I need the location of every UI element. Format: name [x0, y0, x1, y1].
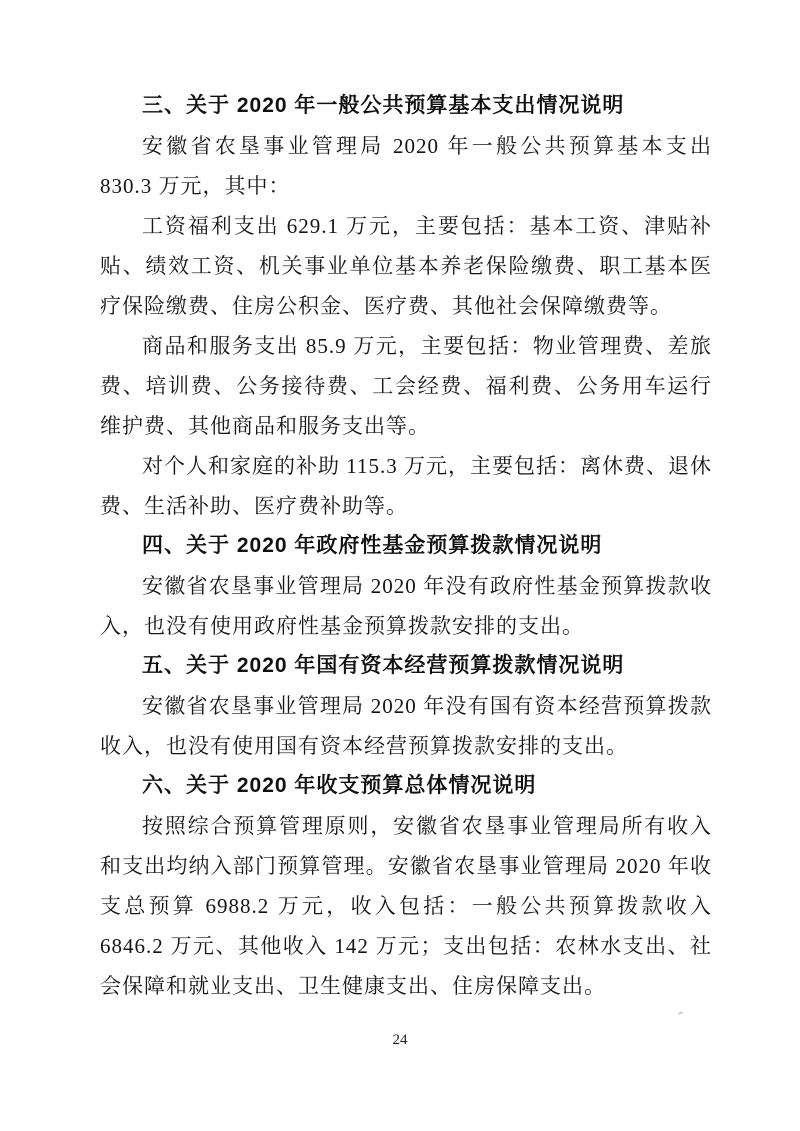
paragraph: 工资福利支出 629.1 万元，主要包括：基本工资、津贴补贴、绩效工资、机关事业单位基本养老保险缴费、职工基本医疗保险缴费、住房公积金、医疗费、其他社会保障缴费等。: [100, 214, 712, 318]
page-number: 24: [392, 1032, 408, 1048]
paragraph: 对个人和家庭的补助 115.3 万元，主要包括：离休费、退休费、生活补助、医疗费补助等。: [100, 454, 712, 518]
section-heading: 四、关于 2020 年政府性基金预算拨款情况说明: [142, 534, 603, 557]
paragraph: 安徽省农垦事业管理局 2020 年没有国有资本经营预算拨款收入，也没有使用国有资本经营预算拨款安排的支出。: [100, 694, 712, 758]
document-body: [100, 86, 712, 1006]
paragraph: 按照综合预算管理原则，安徽省农垦事业管理局所有收入和支出均纳入部门预算管理。安徽省农垦事业管理局 2020 年收支总预算 6988.2 万元，收入包括：一般公共预算拨款收入 6846.2 万元、其他收入 142 万元；支出包括：农林水支出、社会保障和就业支出、卫生健康支出、住房保障支出。: [100, 814, 712, 998]
section-heading: 六、关于 2020 年收支预算总体情况说明: [142, 774, 537, 797]
page-footer: [0, 1030, 800, 1050]
paragraph: 安徽省农垦事业管理局 2020 年没有政府性基金预算拨款收入，也没有使用政府性基金预算拨款安排的支出。: [100, 574, 712, 638]
section-overall-budget: [100, 766, 712, 1006]
paragraph: 安徽省农垦事业管理局 2020 年一般公共预算基本支出 830.3 万元，其中：: [100, 134, 712, 198]
scan-artifact: [678, 1011, 683, 1015]
section-heading: 五、关于 2020 年国有资本经营预算拨款情况说明: [142, 654, 625, 677]
section-basic-expenditure: [100, 86, 712, 526]
section-government-fund-budget: [100, 526, 712, 646]
section-heading: 三、关于 2020 年一般公共预算基本支出情况说明: [142, 94, 625, 117]
paragraph: 商品和服务支出 85.9 万元，主要包括：物业管理费、差旅费、培训费、公务接待费、工会经费、福利费、公务用车运行维护费、其他商品和服务支出等。: [100, 334, 712, 438]
section-state-capital-budget: [100, 646, 712, 766]
